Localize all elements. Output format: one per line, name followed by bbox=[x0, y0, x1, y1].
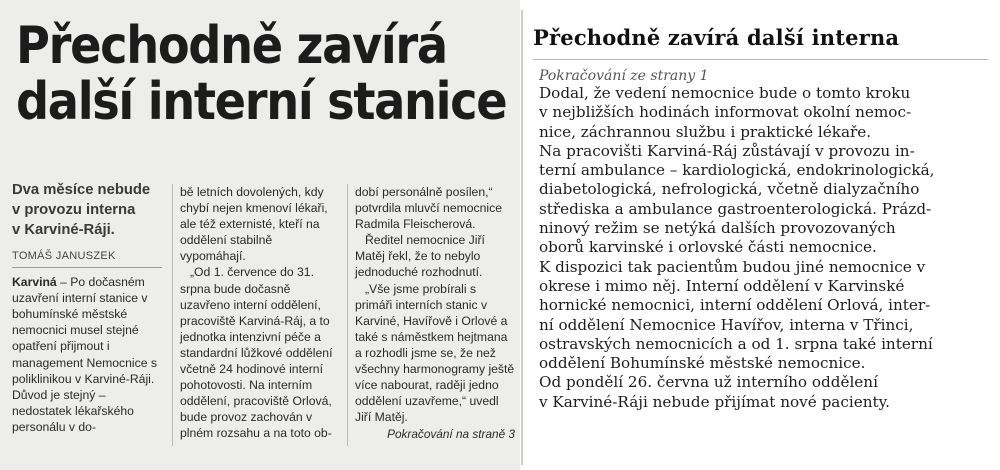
body-line: Dodal, že vedení nemocnice bude o tomto kroku bbox=[539, 84, 911, 102]
body-line: v Karviné-Ráji nebude přijímat nové pacienty. bbox=[539, 392, 890, 411]
left-headline-line-2: další interní stanice bbox=[16, 72, 507, 132]
byline: TOMÁŠ JANUSZEK bbox=[12, 248, 162, 268]
dateline-place: Karviná bbox=[12, 275, 57, 290]
body-line: K dispozici tak pacientům budou jiné nemocnice v bbox=[539, 257, 926, 276]
left-column-2-para-2: „Od 1. července do 31. srpna bude dočasně uzavřeno interní oddělení, pracoviště Karviná-Ráj, a to jednotka intenzivní péče a standardní lůžkové oddělení včetně 24 hodinové interní pohotovosti. Na interním oddělení, pracoviště Orlová, bude provoz zachován v plném rozsahu a na toto ob- bbox=[180, 265, 333, 441]
body-line: ostravských nemocnicích a od 1. srpna také interní bbox=[539, 334, 933, 353]
left-headline-line-1: Přechodně zavírá bbox=[16, 16, 447, 76]
right-headline: Přechodně zavírá další interna bbox=[533, 25, 900, 50]
left-column-3-para-2: Ředitel nemocnice Jiří Matěj řekl, že to nebylo jednoduché rozhodnutí. bbox=[355, 233, 485, 280]
left-column-1-text bbox=[12, 274, 162, 435]
headline-rule bbox=[533, 59, 988, 60]
left-headline bbox=[16, 16, 507, 132]
left-subhead-line-3: v Karviné-Ráji. bbox=[12, 222, 115, 238]
right-article-body bbox=[539, 84, 987, 412]
body-line: nice, záchrannou službu i praktické lékaře. bbox=[539, 122, 872, 141]
left-subhead bbox=[12, 180, 162, 240]
body-line: terní ambulance – kardiologická, endokrinologická, bbox=[539, 161, 935, 180]
body-line: v nejbližších hodinách informovat okolní nemoc- bbox=[539, 103, 912, 122]
body-line: okrese i mimo něj. Interní oddělení v Karvinské bbox=[539, 276, 905, 295]
body-line: ní oddělení Nemocnice Havířov, interna v Třinci, bbox=[539, 315, 914, 334]
column-divider bbox=[347, 184, 348, 446]
body-line: střediska a ambulance gastroenterologická. Prázd- bbox=[539, 199, 932, 218]
body-line: hornické nemocnici, interní oddělení Orlová, inter- bbox=[539, 296, 931, 315]
left-column-3 bbox=[355, 184, 515, 443]
continued-from-note: Pokračování ze strany 1 bbox=[539, 68, 709, 84]
body-line: oborů karvinské i orlovské části nemocnice. bbox=[539, 238, 877, 257]
continued-on-note: Pokračování na straně 3 bbox=[387, 427, 515, 442]
body-line: Od pondělí 26. června už interního oddělení bbox=[539, 373, 878, 392]
left-subhead-line-1: Dva měsíce nebude bbox=[12, 182, 151, 198]
column-divider bbox=[172, 184, 173, 446]
body-line: ninový režim se netýká dalších provozovaných bbox=[539, 219, 896, 238]
left-column-2-para-1: bě letních dovolených, kdy chybí nejen kmenoví lékaři, ale též externisté, kteří na oddělení stabilně vypomáhají. bbox=[180, 185, 328, 264]
body-line: oddělení Bohumínské městské nemocnice. bbox=[539, 354, 866, 373]
left-column-2 bbox=[180, 184, 340, 442]
left-column-3-para-3: „Vše jsme probírali s primáři interních stanic v Karviné, Havířově i Orlové a také s náměstkem hejtmana a rozhodli jsme se, že než všechny harmonogramy ještě více nabourat, raději jedno oddělení uzavřeme,“ uvedl Jiří Matěj. bbox=[355, 281, 515, 425]
left-column-1-body: – Po dočasném uzavření interní stanice v bohumínské městské nemocnici musel stejné opatření přijmout i management Nemocnice s poliklinikou v Karviné-Ráji. Důvod je stejný – nedostatek lékařského personálu v do- bbox=[12, 275, 157, 434]
left-article-columns bbox=[12, 180, 515, 460]
left-column-3-para-1: dobí personálně posílen,“ potvrdila mluvčí nemocnice Radmila Fleischerová. bbox=[355, 185, 502, 232]
body-line: Na pracovišti Karviná-Ráj zůstávají v provozu in- bbox=[539, 141, 915, 160]
left-column-1 bbox=[12, 180, 162, 435]
left-subhead-line-2: v provozu interna bbox=[12, 202, 136, 218]
right-article-clipping bbox=[521, 10, 991, 465]
body-line: diabetologická, nefrologická, včetně dialyzačního bbox=[539, 180, 920, 199]
